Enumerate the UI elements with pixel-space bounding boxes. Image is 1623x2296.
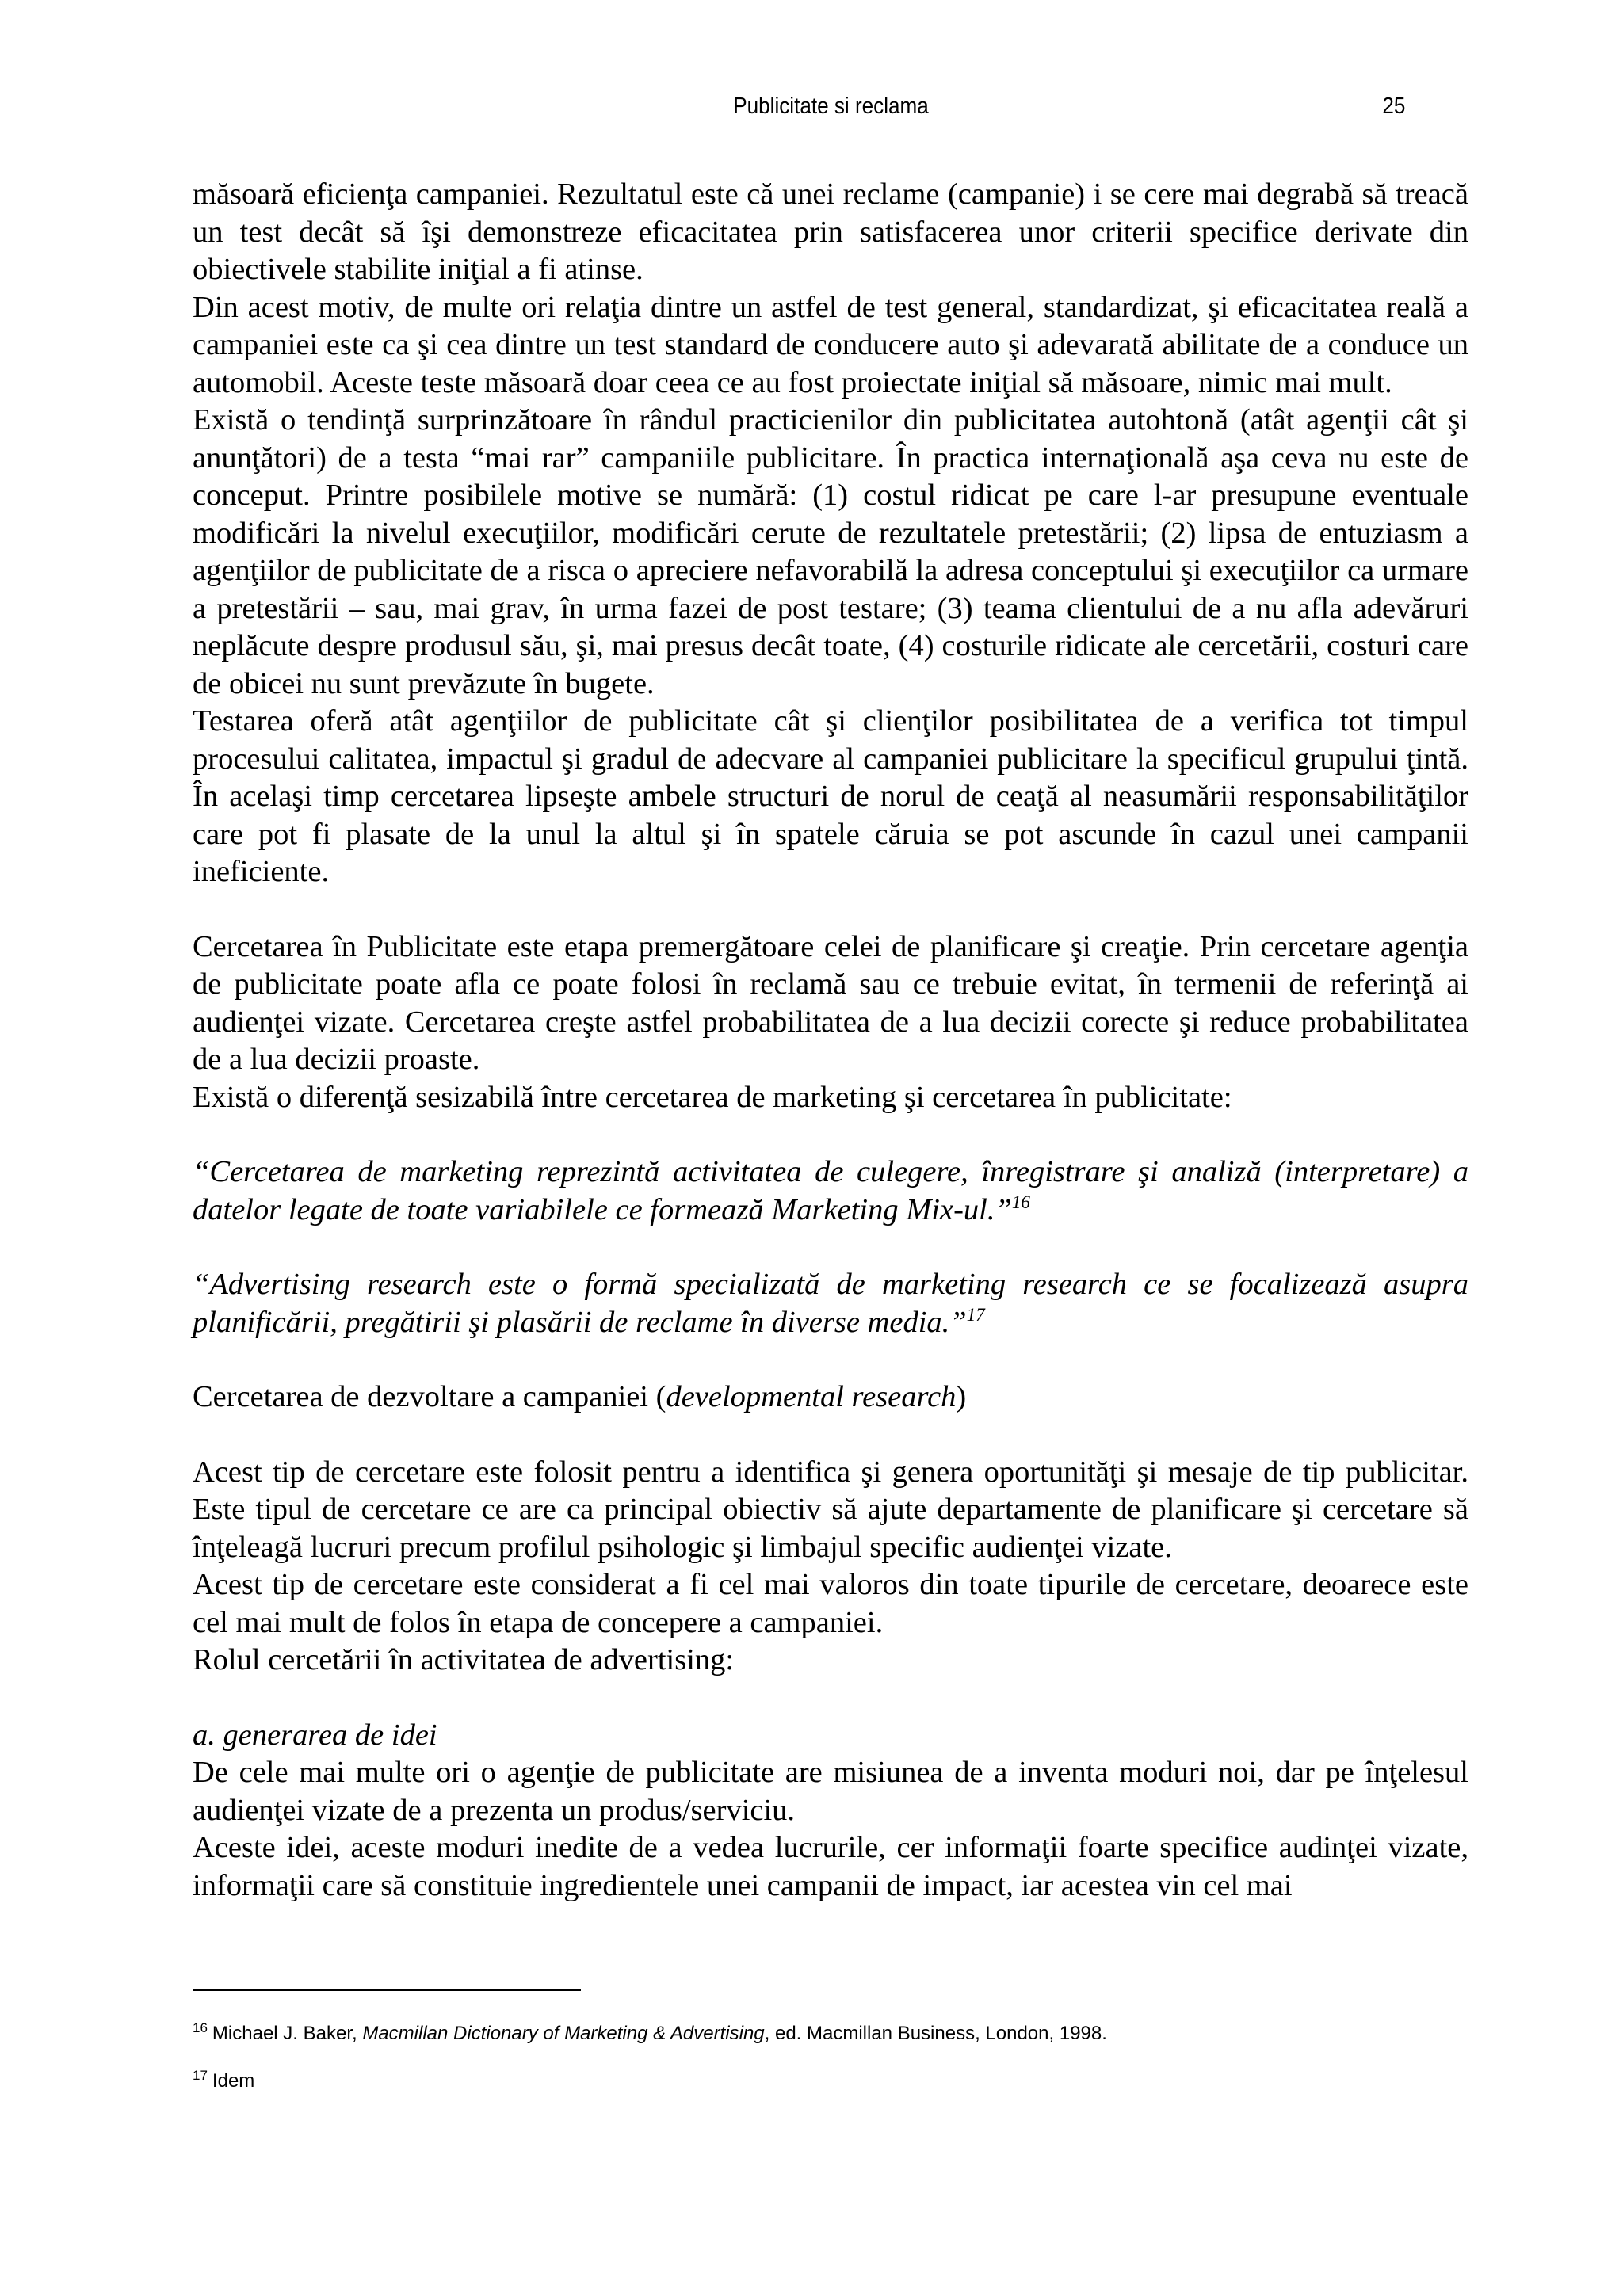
- footnote: [193, 2022, 1468, 2046]
- quote: [193, 1266, 1468, 1341]
- paragraph: Există o tendinţă surprinzătoare în rândul practicienilor din publicitatea autohtonă (atât agenţii cât şi anunţători) de a testa “mai rar” campaniile publicitare. În practica internaţională aşa ceva nu este de conceput. Printre posibilele motive se numără: (1) costul ridicat pe care l-ar presupune eventuale modificări la nivelul execuţiilor, modificări cerute de rezultatele pretestării; (2) lipsa de entuziasm a agenţiilor de publicitate de a risca o apreciere nefavorabilă la adresa conceptului şi execuţiilor ca urmare a pretestării – sau, mai grav, în urma fazei de post testare; (3) teama clientului de a nu afla adevăruri neplăcute despre produsul său, şi, mai presus decât toate, (4) costurile ridicate ale cercetării, costuri care de obicei nu sunt prevăzute în bugete.: [193, 403, 1468, 700]
- heading-text: Cercetarea de dezvoltare a campaniei (: [193, 1380, 666, 1413]
- body-text: [193, 176, 1468, 1905]
- page-number: 25: [1382, 93, 1406, 119]
- paragraph: măsoară eficienţa campaniei. Rezultatul este că unei reclame (campanie) i se cere mai degrabă să treacă un test decât să îşi demonstreze eficacitatea prin satisfacerea unor criterii specifice derivate din obiectivele stabilite iniţial a fi atinse.: [193, 177, 1468, 286]
- heading-text: ): [956, 1380, 967, 1413]
- footnote-rest: , ed. Macmillan Business, London, 1998.: [764, 2023, 1107, 2044]
- paragraph: Există o diferenţă sesizabilă între cercetarea de marketing şi cercetarea în publicitate:: [193, 1080, 1232, 1114]
- footnote-author: Michael J. Baker,: [212, 2023, 363, 2044]
- footnote-number: 16: [193, 2020, 208, 2035]
- subheading: a. generarea de idei: [193, 1718, 437, 1752]
- quote: [193, 1154, 1468, 1229]
- quote-text: “Cercetarea de marketing reprezintă activitatea de culegere, înregistrare şi analiză (interpretare) a datelor legate de toate variabilele ce formează Marketing Mix-ul.”: [193, 1155, 1468, 1226]
- paragraph: Din acest motiv, de multe ori relaţia dintre un astfel de test general, standardizat, şi eficacitatea reală a campaniei este ca şi cea dintre un test standard de conducere auto şi adevarată abilitate de a conduce un automobil. Aceste teste măsoară doar ceea ce au fost proiectate iniţial să măsoare, nimic mai mult.: [193, 290, 1468, 399]
- paragraph: Testarea oferă atât agenţiilor de publicitate cât şi clienţilor posibilitatea de a verifica tot timpul procesului calitatea, impactul şi gradul de adecvare al campaniei publicitare la specificul grupului ţintă. În acelaşi timp cercetarea lipseşte ambele structuri de norul de ceaţă al neasumării responsabilităţilor care pot fi plasate de la unul la altul şi în spatele căruia se pot ascunde în cazul unei campanii ineficiente.: [193, 704, 1468, 888]
- paragraph: Acest tip de cercetare este considerat a fi cel mai valoros din toate tipurile de cercetare, deoarece este cel mai mult de folos în etapa de concepere a campaniei.: [193, 1568, 1468, 1639]
- footnote-separator: [193, 1989, 581, 1991]
- footnote-number: 17: [193, 2068, 208, 2083]
- footnote-title: Macmillan Dictionary of Marketing & Advertising: [362, 2023, 765, 2044]
- footnote-text: Idem: [212, 2070, 255, 2092]
- paragraph: De cele mai multe ori o agenţie de publicitate are misiunea de a inventa moduri noi, dar pe înţelesul audienţei vizate de a prezenta un produs/serviciu.: [193, 1756, 1468, 1827]
- heading-term: developmental research: [666, 1380, 957, 1413]
- paragraph: Cercetarea în Publicitate este etapa premergătoare celei de planificare şi creaţie. Prin cercetare agenţia de publicitate poate afla ce poate folosi în reclamă sau ce trebuie evitat, în termenii de referinţă ai audienţei vizate. Cercetarea creşte astfel probabilitatea de a lua decizii corecte şi reduce probabilitatea de a lua decizii proaste.: [193, 929, 1468, 1076]
- quote-text: “Advertising research este o formă specializată de marketing research ce se focalizează asupra planificării, pregătirii şi plasării de reclame în diverse media.”: [193, 1268, 1468, 1339]
- footnote-ref: 16: [1011, 1192, 1030, 1212]
- running-header: [257, 93, 1406, 128]
- paragraph: Rolul cercetării în activitatea de advertising:: [193, 1643, 735, 1676]
- section-heading: [193, 1379, 1468, 1417]
- paragraph: Aceste idei, aceste moduri inedite de a vedea lucrurile, cer informaţii foarte specifice audinţei vizate, informaţii care să constituie ingredientele unei campanii de impact, iar acestea vin cel mai: [193, 1831, 1468, 1902]
- footnote-ref: 17: [966, 1304, 985, 1325]
- paragraph: Acest tip de cercetare este folosit pentru a identifica şi genera oportunităţi şi mesaje de tip publicitar. Este tipul de cercetare ce are ca principal obiectiv să ajute departamente de planificare şi cercetare să înţeleagă lucruri precum profilul psihologic şi limbajul specific audienţei vizate.: [193, 1455, 1468, 1564]
- header-title: Publicitate si reclama: [733, 93, 929, 119]
- footnotes: [193, 2022, 1468, 2117]
- footnote: [193, 2069, 1468, 2093]
